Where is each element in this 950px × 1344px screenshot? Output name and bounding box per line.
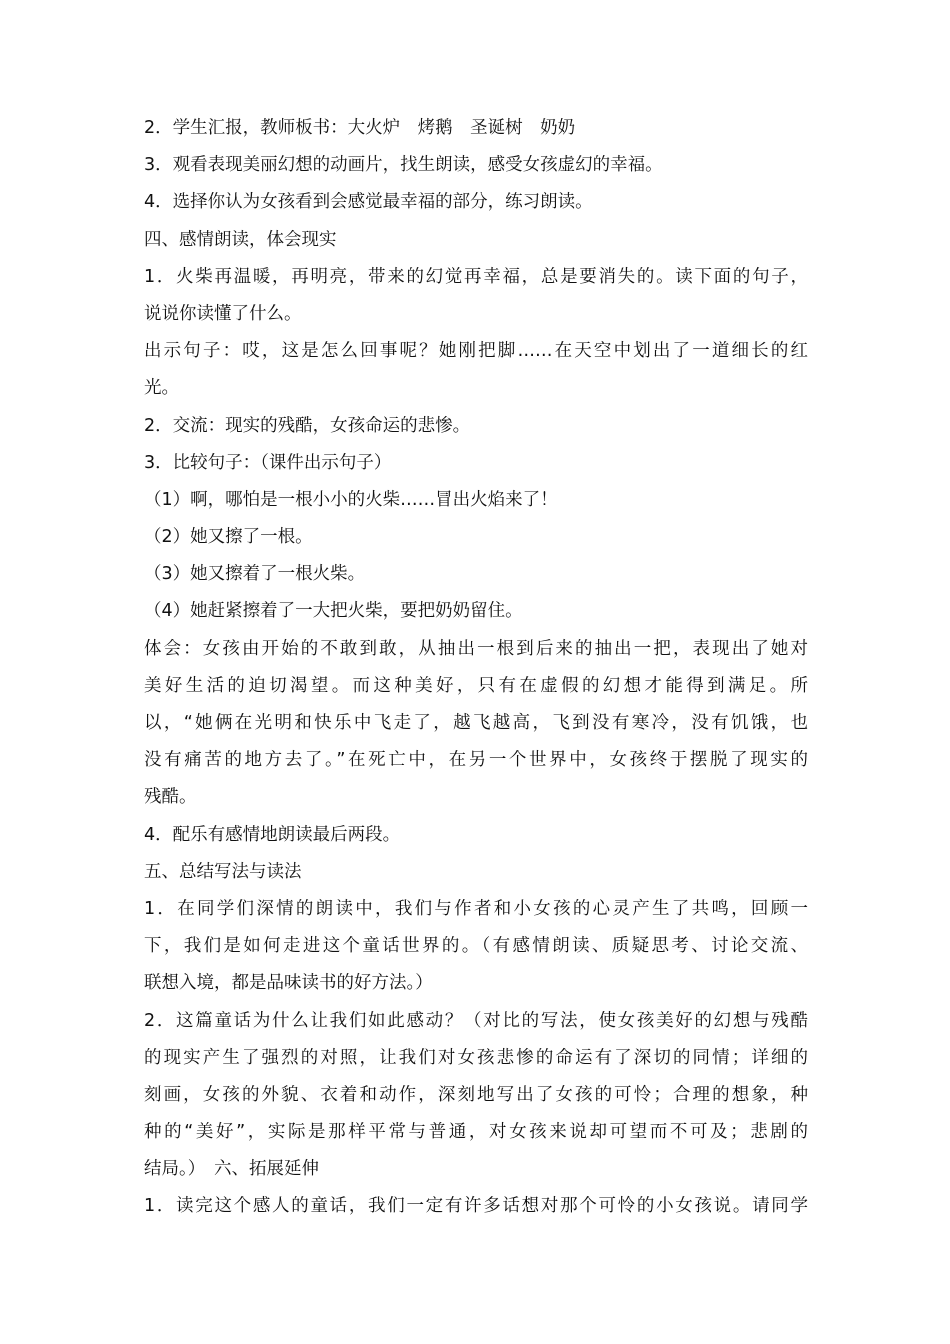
text-line-22: 1．在同学们深情的朗读中，我们与作者和小女孩的心灵产生了共鸣，回顾一 [144,898,808,919]
text-line-26: 的现实产生了强烈的对照，让我们对女孩悲惨的命运有了深切的同情；详细的 [144,1047,808,1068]
text-line-11: （1）啊，哪怕是一根小小的火柴……冒出火焰来了！ [144,489,558,510]
text-line-27: 刻画，女孩的外貌、衣着和动作，深刻地写出了女孩的可怜；合理的想象，种 [144,1084,808,1105]
text-line-14: （4）她赶紧擦着了一大把火柴，要把奶奶留住。 [144,601,523,622]
document-page [144,110,808,1226]
text-line-3: 4．选择你认为女孩看到会感觉最幸福的部分，练习朗读。 [144,192,593,213]
text-line-13: （3）她又擦着了一根火柴。 [144,564,366,585]
text-line-16: 美好生活的迫切渴望。而这种美好，只有在虚假的幻想才能得到满足。所 [144,675,808,696]
text-line-20: 4．配乐有感情地朗读最后两段。 [144,824,401,845]
text-line-6: 说说你读懂了什么。 [144,303,302,324]
text-line-2: 3．观看表现美丽幻想的动画片，找生朗读，感受女孩虚幻的幸福。 [144,155,663,176]
text-line-1: 2．学生汇报，教师板书：大火炉 烤鹅 圣诞树 奶奶 [144,118,576,138]
text-line-15: 体会：女孩由开始的不敢到敢，从抽出一根到后来的抽出一把，表现出了她对 [144,638,808,659]
text-line-30: 1．读完这个感人的童话，我们一定有许多话想对那个可怜的小女孩说。请同学 [144,1196,808,1217]
text-line-12: （2）她又擦了一根。 [144,527,313,548]
text-line-10: 3．比较句子：（课件出示句子） [144,452,392,473]
text-line-28: 种的“美好”，实际是那样平常与普通，对女孩来说却可望而不可及；悲剧的 [144,1122,808,1143]
text-line-18: 没有痛苦的地方去了。”在死亡中，在另一个世界中，女孩终于摆脱了现实的 [144,750,808,771]
section-heading-5: 五、总结写法与读法 [144,861,302,882]
text-line-23: 下，我们是如何走进这个童话世界的。（有感情朗读、质疑思考、讨论交流、 [144,936,808,957]
section-heading-4: 四、感情朗读，体会现实 [144,229,337,250]
text-line-7: 出示句子：哎，这是怎么回事呢？她刚把脚……在天空中划出了一道细长的红 [144,341,808,362]
text-line-17: 以，“她俩在光明和快乐中飞走了，越飞越高，飞到没有寒冷，没有饥饿，也 [144,713,808,733]
text-line-19: 残酷。 [144,787,197,808]
text-line-24: 联想入境，都是品味读书的好方法。） [144,973,433,994]
text-line-29: 结局。） 六、拓展延伸 [144,1159,319,1180]
text-line-5: 1．火柴再温暖，再明亮，带来的幻觉再幸福，总是要消失的。读下面的句子， [144,266,808,287]
text-line-9: 2．交流：现实的残酷，女孩命运的悲惨。 [144,415,471,436]
text-line-25: 2．这篇童话为什么让我们如此感动？（对比的写法，使女孩美好的幻想与残酷 [144,1010,808,1031]
text-line-8: 光。 [144,378,179,399]
